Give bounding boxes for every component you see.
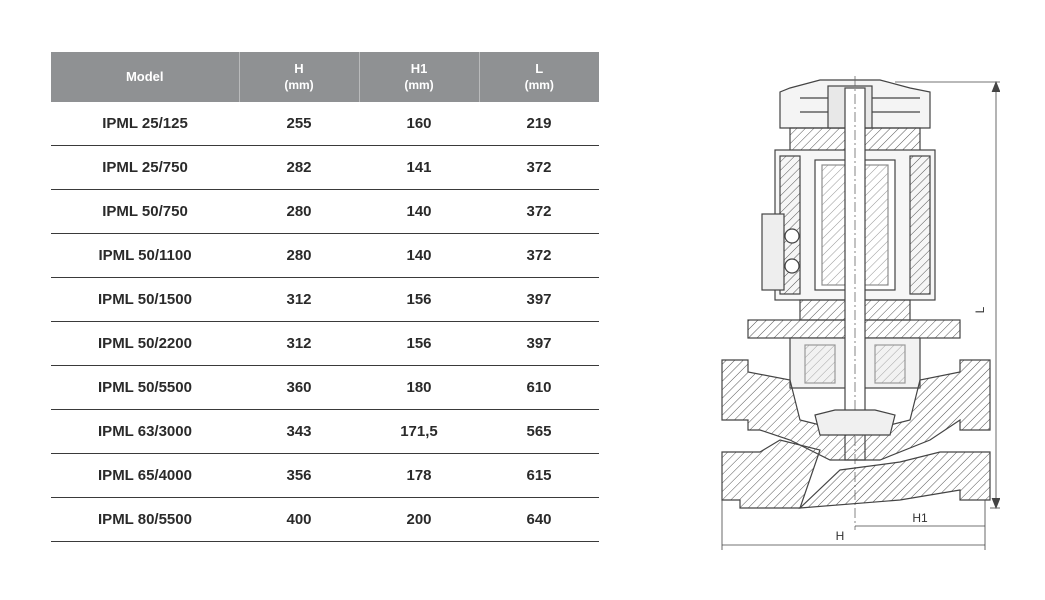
header-l (479, 52, 599, 102)
cell-model: IPML 50/2200 (51, 322, 239, 366)
cell-model: IPML 25/750 (51, 146, 239, 190)
header-h (239, 52, 359, 102)
header-model (51, 52, 239, 102)
cell-h: 312 (239, 278, 359, 322)
cell-model: IPML 25/125 (51, 102, 239, 146)
cell-h1: 141 (359, 146, 479, 190)
dimension-label-h: H (835, 529, 845, 543)
header-l-unit: (mm) (524, 78, 554, 92)
table-row (51, 234, 599, 278)
cell-l: 640 (479, 498, 599, 542)
header-model-label: Model (125, 69, 164, 84)
pump-shaft (845, 76, 865, 530)
table-row (51, 322, 599, 366)
cell-h1: 140 (359, 234, 479, 278)
header-row (51, 52, 599, 102)
cell-l: 219 (479, 102, 599, 146)
cell-h1: 140 (359, 190, 479, 234)
cell-l: 397 (479, 322, 599, 366)
cell-model: IPML 50/750 (51, 190, 239, 234)
table-row (51, 366, 599, 410)
cell-h: 255 (239, 102, 359, 146)
cell-h: 282 (239, 146, 359, 190)
dimension-label-h1: H1 (912, 511, 928, 525)
table-row (51, 146, 599, 190)
pump-cross-section-drawing (710, 70, 1000, 560)
dimension-label-l: L (973, 306, 987, 314)
header-h-label: H (294, 61, 304, 76)
cell-h1: 171,5 (359, 410, 479, 454)
cell-h1: 178 (359, 454, 479, 498)
table-row (51, 190, 599, 234)
cell-model: IPML 50/1500 (51, 278, 239, 322)
cell-h: 356 (239, 454, 359, 498)
cell-h1: 160 (359, 102, 479, 146)
cell-model: IPML 50/5500 (51, 366, 239, 410)
cell-h1: 156 (359, 278, 479, 322)
cell-h1: 156 (359, 322, 479, 366)
cell-l: 372 (479, 146, 599, 190)
cell-h1: 200 (359, 498, 479, 542)
table-row (51, 454, 599, 498)
header-h-unit: (mm) (284, 78, 314, 92)
cell-l: 610 (479, 366, 599, 410)
table-row (51, 410, 599, 454)
cell-h: 400 (239, 498, 359, 542)
cell-model: IPML 65/4000 (51, 454, 239, 498)
table-header (51, 52, 599, 102)
cell-model: IPML 63/3000 (51, 410, 239, 454)
cell-model: IPML 80/5500 (51, 498, 239, 542)
table-row (51, 498, 599, 542)
cell-h: 312 (239, 322, 359, 366)
cell-l: 372 (479, 190, 599, 234)
table-row (51, 102, 599, 146)
cell-l: 565 (479, 410, 599, 454)
dimensions-table (51, 52, 599, 542)
header-h1-label: H1 (410, 61, 428, 76)
header-h1 (359, 52, 479, 102)
cell-h1: 180 (359, 366, 479, 410)
cell-l: 615 (479, 454, 599, 498)
table-body (51, 102, 599, 542)
cell-h: 360 (239, 366, 359, 410)
header-h1-unit: (mm) (404, 78, 434, 92)
cell-h: 280 (239, 190, 359, 234)
cell-h: 280 (239, 234, 359, 278)
cell-l: 397 (479, 278, 599, 322)
table-row (51, 278, 599, 322)
cell-model: IPML 50/1100 (51, 234, 239, 278)
cell-l: 372 (479, 234, 599, 278)
dimensions-table-container (51, 52, 599, 542)
header-l-label: L (535, 61, 544, 76)
cell-h: 343 (239, 410, 359, 454)
